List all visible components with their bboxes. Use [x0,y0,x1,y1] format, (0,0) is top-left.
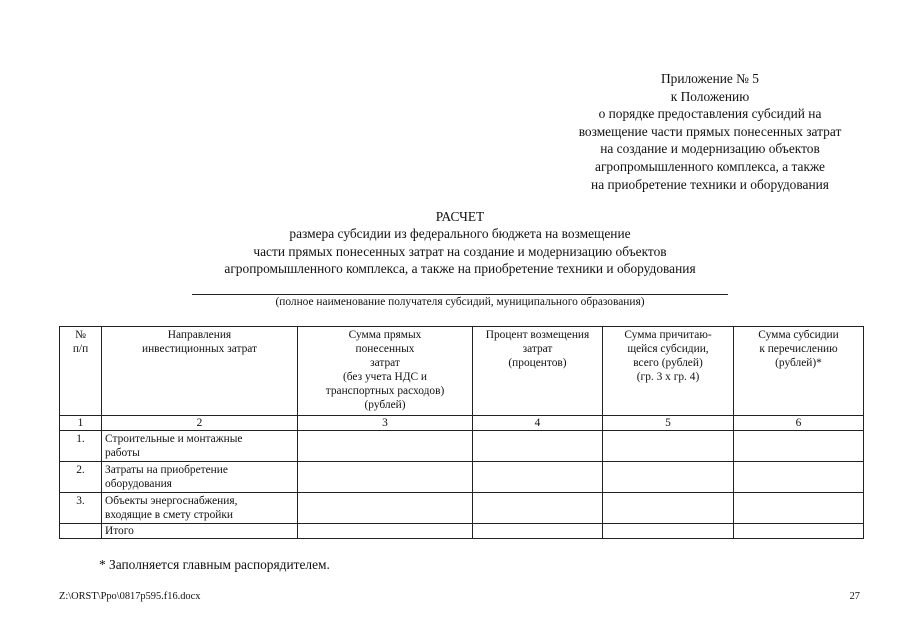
input-cell[interactable] [734,462,864,493]
header-line: затрат [370,357,400,369]
calculation-table [59,326,864,539]
document-title [170,208,750,278]
header-line: (рублей) [364,399,406,411]
header-line: № [75,329,86,341]
header-line: понесенных [355,343,415,355]
header-line: всего (рублей) [633,357,703,369]
table-row [60,493,864,524]
row-number: 1. [60,431,102,462]
row-label-line: входящие в смету стройки [105,509,234,521]
total-number-cell [60,524,102,539]
row-label [102,431,298,462]
input-cell[interactable] [603,462,734,493]
title-line: части прямых понесенных затрат на создание и модернизацию объектов [253,243,667,259]
input-cell[interactable] [298,462,473,493]
header-line: п/п [72,343,89,355]
header-line: Направления [167,329,232,341]
row-label [102,493,298,524]
header-line: Сумма причитаю- [624,329,712,341]
file-path: Z:\ORST\Ppo\0817p595.f16.docx [59,591,201,602]
header-line: (гр. 3 x гр. 4) [636,371,700,383]
appendix-header [540,70,880,193]
row-label-line: Строительные и монтажные [105,433,243,445]
table-header-row [60,327,864,416]
recipient-caption: (полное наименование получателя субсидий, муниципального образования) [275,296,645,308]
title-line: агропромышленного комплекса, а также на приобретение техники и оборудования [224,261,696,277]
input-cell[interactable] [603,493,734,524]
row-label-line: Объекты энергоснабжения, [105,495,238,507]
appendix-line: возмещение части прямых понесенных затрат [578,123,842,139]
row-label-line: Затраты на приобретение [105,464,228,476]
table-row [60,431,864,462]
column-number-row [60,416,864,431]
header-line: затрат [522,343,553,355]
header-cell-reimbursement-percent [473,327,603,416]
input-cell[interactable] [734,524,864,539]
appendix-line: на приобретение техники и оборудования [591,176,829,192]
title-line: размера субсидии из федерального бюджета на возмещение [289,226,631,242]
header-cell-directions [102,327,298,416]
title-heading: РАСЧЕТ [435,209,485,224]
input-cell[interactable] [473,524,603,539]
page-number: 27 [849,591,860,602]
appendix-line: Приложение № 5 [660,71,760,86]
input-cell[interactable] [603,524,734,539]
input-cell[interactable] [734,431,864,462]
input-cell[interactable] [473,431,603,462]
row-number: 3. [60,493,102,524]
total-label: Итого [102,524,298,539]
input-cell[interactable] [298,431,473,462]
header-cell-direct-costs [298,327,473,416]
input-cell[interactable] [473,493,603,524]
header-line: (рублей)* [775,357,822,369]
appendix-line: о порядке предоставления субсидий на [598,106,822,122]
header-line: (без учета НДС и [342,371,428,383]
input-cell[interactable] [473,462,603,493]
header-cell-number [60,327,102,416]
column-number: 5 [603,416,734,431]
header-line: Сумма прямых [348,329,422,341]
column-number: 6 [734,416,864,431]
row-label-line: работы [105,447,140,459]
total-row [60,524,864,539]
row-label-line: оборудования [105,478,172,490]
header-line: щейся субсидии, [627,343,709,355]
table-row [60,462,864,493]
input-cell[interactable] [298,524,473,539]
appendix-line: к Положению [670,88,750,104]
header-line: Сумма субсидии [758,329,839,341]
input-cell[interactable] [603,431,734,462]
appendix-line: агропромышленного комплекса, а также [595,158,825,174]
header-cell-subsidy-due [603,327,734,416]
column-number: 4 [473,416,603,431]
header-line: инвестиционных затрат [141,343,258,355]
column-number: 3 [298,416,473,431]
header-line: Процент возмещения [485,329,590,341]
header-cell-subsidy-transfer [734,327,864,416]
appendix-line: на создание и модернизацию объектов [600,141,820,157]
header-line: к перечислению [759,343,838,355]
input-cell[interactable] [734,493,864,524]
column-number: 2 [102,416,298,431]
input-cell[interactable] [298,493,473,524]
row-number: 2. [60,462,102,493]
footnote: * Заполняется главным распорядителем. [99,557,330,572]
header-line: (процентов) [508,357,567,369]
row-label [102,462,298,493]
column-number: 1 [60,416,102,431]
header-line: транспортных расходов) [325,385,445,397]
